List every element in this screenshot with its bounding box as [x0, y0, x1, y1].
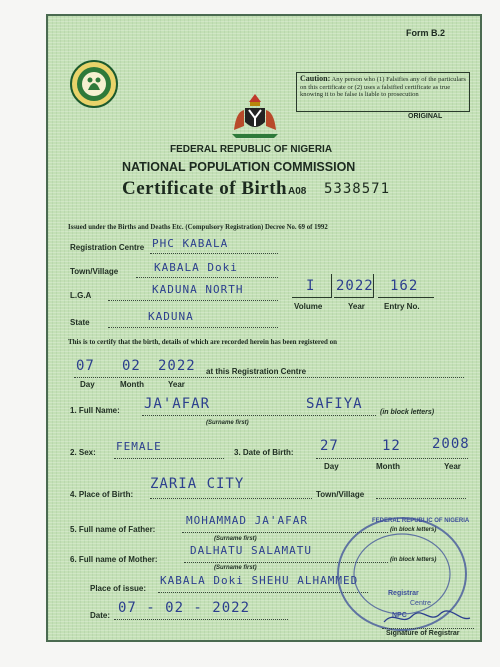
- date-label: Date:: [90, 611, 111, 620]
- state-label: State: [70, 318, 90, 327]
- place-of-birth-line: [150, 498, 312, 499]
- full-name-line: [142, 415, 376, 416]
- place-of-issue-label: Place of issue:: [90, 584, 147, 593]
- mother-label: 6. Full name of Mother:: [70, 555, 158, 564]
- dob-day: 27: [320, 438, 339, 454]
- mother-block-letters: (in block letters): [390, 557, 437, 563]
- birth-certificate: [46, 14, 482, 642]
- caution-box: [296, 72, 470, 112]
- year-value: 2022: [336, 278, 374, 294]
- registrar-signature-icon: [382, 608, 472, 628]
- certificate-title: Certificate of Birth: [122, 178, 288, 199]
- issued-under-text: Issued under the Births and Deaths Etc. (Compulsory Registration) Decree No. 69 of 1992: [68, 224, 328, 231]
- mother-value: DALHATU SALAMATU: [190, 544, 312, 557]
- volume-value: I: [306, 278, 316, 294]
- lga-label: L.G.A: [70, 291, 92, 300]
- date-line: [114, 619, 288, 620]
- town-village-line: [376, 498, 466, 499]
- registered-year: 2022: [158, 358, 196, 374]
- town-label: Town/Village: [70, 267, 119, 276]
- town-village-label: Town/Village: [316, 490, 365, 499]
- registered-line: [74, 377, 464, 378]
- entry-label: Entry No.: [384, 302, 420, 311]
- registration-centre-line: [150, 253, 278, 254]
- certify-text: This is to certify that the birth, details of which are recorded herein has been registered on: [68, 338, 338, 346]
- coat-of-arms-icon: [228, 92, 282, 140]
- year-label: Year: [348, 302, 365, 311]
- lga-value: KADUNA NORTH: [152, 283, 244, 296]
- dob-year-label: Year: [444, 462, 461, 471]
- sex-value: FEMALE: [116, 440, 162, 453]
- volume-label: Volume: [294, 302, 323, 311]
- father-label: 5. Full name of Father:: [70, 525, 156, 534]
- dob-year: 2008: [432, 436, 470, 452]
- father-block-letters: (in block letters): [390, 527, 437, 533]
- child-block-letters: (in block letters): [380, 409, 435, 416]
- full-name-label: 1. Full Name:: [70, 406, 120, 415]
- lga-line: [108, 300, 278, 301]
- registered-day-label: Day: [80, 380, 95, 389]
- stamp-line2: Centre: [410, 600, 432, 607]
- father-value: MOHAMMAD JA'AFAR: [186, 514, 308, 527]
- sex-line: [114, 458, 224, 459]
- place-of-issue-value: KABALA Doki SHEHU ALHAMMED: [160, 574, 359, 587]
- caution-heading: Caution:: [300, 74, 331, 83]
- registered-day: 07: [76, 358, 95, 374]
- commission-heading: NATIONAL POPULATION COMMISSION: [122, 160, 356, 174]
- dob-day-label: Day: [324, 462, 339, 471]
- child-first-name: SAFIYA: [306, 396, 363, 412]
- signature-label: Signature of Registrar: [386, 630, 460, 637]
- registered-month: 02: [122, 358, 141, 374]
- town-line: [136, 277, 278, 278]
- serial-prefix: A08: [288, 186, 307, 197]
- caution-text: Any person who (1) Falsifies any of the particulars on this certificate or (2) uses a falsified certificate as true knowing it to be false is liable to prosecution: [300, 76, 466, 99]
- npc-logo-icon: [70, 60, 118, 108]
- form-number: Form B.2: [406, 28, 446, 38]
- town-value: KABALA Doki: [154, 261, 238, 274]
- registered-suffix: at this Registration Centre: [206, 367, 307, 376]
- stamp-line3: NPC: [392, 612, 407, 619]
- serial-number: 5338571: [324, 181, 391, 197]
- stamp-line1: Registrar: [388, 590, 419, 597]
- original-label: ORIGINAL: [408, 113, 443, 120]
- state-line: [108, 327, 278, 328]
- state-value: KADUNA: [148, 310, 194, 323]
- mother-surname-first: (Surname first): [214, 565, 257, 571]
- registered-year-label: Year: [168, 380, 185, 389]
- dob-month-label: Month: [376, 462, 400, 471]
- dob-label: 3. Date of Birth:: [234, 448, 294, 457]
- sex-label: 2. Sex:: [70, 448, 96, 457]
- registration-centre-value: PHC KABALA: [152, 237, 229, 250]
- child-surname-first: (Surname first): [206, 420, 249, 426]
- place-of-birth-value: ZARIA CITY: [150, 476, 245, 492]
- child-surname: JA'AFAR: [144, 396, 211, 412]
- registration-centre-label: Registration Centre: [70, 243, 145, 252]
- registered-month-label: Month: [120, 380, 144, 389]
- stamp-top-text: FEDERAL REPUBLIC OF NIGERIA: [372, 518, 470, 524]
- dob-month: 12: [382, 438, 401, 454]
- entry-value: 162: [390, 278, 419, 294]
- date-value: 07 - 02 - 2022: [118, 600, 251, 616]
- father-surname-first: (Surname first): [214, 536, 257, 542]
- place-of-birth-label: 4. Place of Birth:: [70, 490, 134, 499]
- dob-line: [316, 458, 468, 459]
- signature-line: [382, 628, 474, 629]
- country-heading: FEDERAL REPUBLIC OF NIGERIA: [170, 144, 333, 155]
